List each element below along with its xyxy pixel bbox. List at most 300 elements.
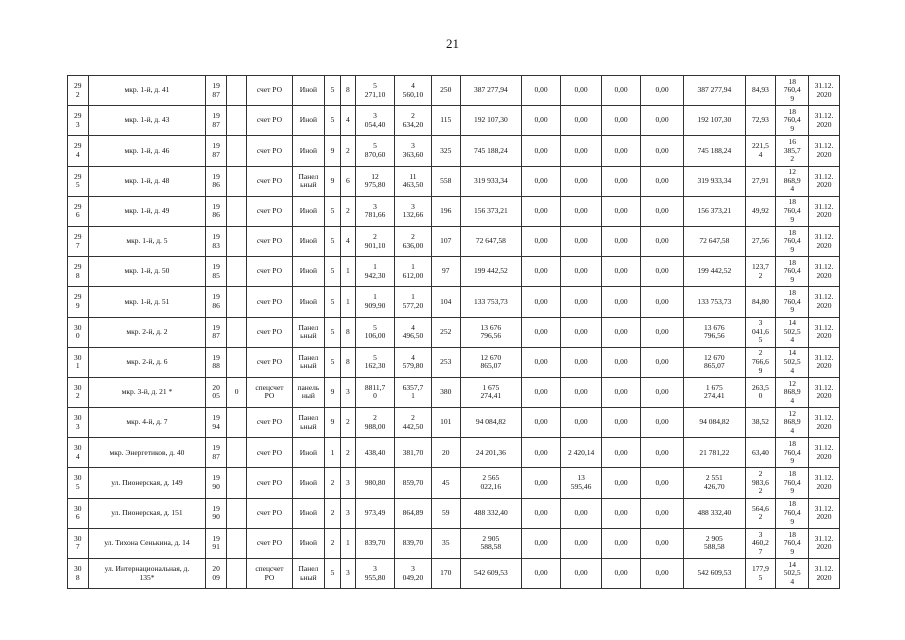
cell-floors: 9 (325, 166, 340, 196)
cell-max-cost-per-sqm: 18 760,4 9 (776, 196, 809, 226)
cell-year-overhaul: 0 (226, 377, 247, 407)
cell-wall-material: Иной (292, 257, 325, 287)
cell-fund-other: 0,00 (641, 317, 684, 347)
cell-wall-material: Иной (292, 106, 325, 136)
cell-fund-federal: 0,00 (522, 377, 561, 407)
cell-year-overhaul (226, 317, 247, 347)
cell-cost-per-sqm: 27,91 (745, 166, 776, 196)
cell-fund-federal: 0,00 (522, 438, 561, 468)
cell-deadline: 31.12. 2020 (809, 347, 840, 377)
cell-fund-federal: 0,00 (522, 166, 561, 196)
cell-fund-method: счет РО (247, 166, 292, 196)
cell-floors: 5 (325, 257, 340, 287)
cell-cost-per-sqm: 84,80 (745, 287, 776, 317)
cell-year-built: 20 09 (206, 559, 227, 589)
cell-fund-other: 0,00 (641, 498, 684, 528)
cell-fund-method: счет РО (247, 136, 292, 166)
table-row (68, 226, 840, 256)
cell-fund-method: счет РО (247, 257, 292, 287)
cell-fund-other: 0,00 (641, 559, 684, 589)
cell-living-area: 864,89 (395, 498, 432, 528)
table-body (68, 76, 840, 589)
table-row (68, 257, 840, 287)
cell-deadline: 31.12. 2020 (809, 196, 840, 226)
cell-entrances: 3 (340, 377, 355, 407)
cell-entrances: 3 (340, 498, 355, 528)
cell-owners-funds: 94 084,82 (684, 408, 746, 438)
cell-row-number: 29 3 (68, 106, 89, 136)
cell-cost-per-sqm: 63,40 (745, 438, 776, 468)
cell-year-built: 19 86 (206, 196, 227, 226)
cell-fund-method: счет РО (247, 287, 292, 317)
cell-total-cost: 488 332,40 (460, 498, 522, 528)
table-row (68, 559, 840, 589)
cell-wall-material: Иной (292, 287, 325, 317)
cell-total-area: 3 054,40 (356, 106, 395, 136)
cell-row-number: 30 7 (68, 528, 89, 558)
cell-fund-method: спецсчет РО (247, 377, 292, 407)
table-row (68, 136, 840, 166)
cell-fund-method: счет РО (247, 408, 292, 438)
cell-fund-other: 0,00 (641, 257, 684, 287)
cell-max-cost-per-sqm: 12 868,9 4 (776, 377, 809, 407)
cell-year-overhaul (226, 136, 247, 166)
cell-residents: 104 (431, 287, 460, 317)
cell-residents: 101 (431, 408, 460, 438)
cell-floors: 5 (325, 347, 340, 377)
cell-year-overhaul (226, 438, 247, 468)
cell-row-number: 30 8 (68, 559, 89, 589)
cell-residents: 107 (431, 226, 460, 256)
cell-fund-regional: 0,00 (561, 287, 602, 317)
cell-year-built: 19 90 (206, 468, 227, 498)
cell-residents: 558 (431, 166, 460, 196)
cell-deadline: 31.12. 2020 (809, 498, 840, 528)
cell-year-built: 19 86 (206, 166, 227, 196)
cell-entrances: 1 (340, 528, 355, 558)
cell-fund-regional: 0,00 (561, 257, 602, 287)
cell-entrances: 4 (340, 226, 355, 256)
cell-wall-material: Панел ьный (292, 166, 325, 196)
table-row (68, 106, 840, 136)
cell-floors: 5 (325, 76, 340, 106)
cell-fund-method: счет РО (247, 438, 292, 468)
cell-year-built: 19 87 (206, 317, 227, 347)
cell-total-area: 1 909,90 (356, 287, 395, 317)
cell-total-cost: 12 670 865,07 (460, 347, 522, 377)
cell-fund-municipal: 0,00 (602, 257, 641, 287)
cell-total-cost: 192 107,30 (460, 106, 522, 136)
cell-max-cost-per-sqm: 14 502,5 4 (776, 347, 809, 377)
cell-owners-funds: 2 551 426,70 (684, 468, 746, 498)
cell-cost-per-sqm: 2 983,6 2 (745, 468, 776, 498)
cell-row-number: 30 4 (68, 438, 89, 468)
cell-total-cost: 24 201,36 (460, 438, 522, 468)
cell-living-area: 4 579,80 (395, 347, 432, 377)
table-row (68, 287, 840, 317)
cell-wall-material: Иной (292, 438, 325, 468)
cell-total-area: 980,80 (356, 468, 395, 498)
cell-fund-regional: 0,00 (561, 347, 602, 377)
cell-year-overhaul (226, 559, 247, 589)
cell-fund-regional: 13 595,46 (561, 468, 602, 498)
cell-fund-regional: 0,00 (561, 498, 602, 528)
table-row (68, 196, 840, 226)
cell-fund-federal: 0,00 (522, 257, 561, 287)
cell-fund-municipal: 0,00 (602, 559, 641, 589)
cell-wall-material: Иной (292, 528, 325, 558)
cell-wall-material: Панел ьный (292, 317, 325, 347)
cell-fund-municipal: 0,00 (602, 347, 641, 377)
cell-fund-regional: 0,00 (561, 226, 602, 256)
cell-fund-regional: 2 420,14 (561, 438, 602, 468)
cell-owners-funds: 488 332,40 (684, 498, 746, 528)
cell-total-area: 5 870,60 (356, 136, 395, 166)
cell-fund-municipal: 0,00 (602, 226, 641, 256)
cell-residents: 250 (431, 76, 460, 106)
cell-cost-per-sqm: 27,56 (745, 226, 776, 256)
cell-address: мкр. 4-й, д. 7 (88, 408, 206, 438)
cell-fund-municipal: 0,00 (602, 528, 641, 558)
cell-fund-municipal: 0,00 (602, 106, 641, 136)
table-row (68, 528, 840, 558)
cell-max-cost-per-sqm: 18 760,4 9 (776, 226, 809, 256)
cell-max-cost-per-sqm: 12 868,9 4 (776, 166, 809, 196)
cell-entrances: 3 (340, 468, 355, 498)
cell-owners-funds: 21 781,22 (684, 438, 746, 468)
cell-total-area: 5 162,30 (356, 347, 395, 377)
cell-wall-material: панель ный (292, 377, 325, 407)
cell-fund-other: 0,00 (641, 166, 684, 196)
cell-address: мкр. 1-й, д. 43 (88, 106, 206, 136)
cell-total-cost: 133 753,73 (460, 287, 522, 317)
cell-row-number: 30 6 (68, 498, 89, 528)
cell-total-cost: 1 675 274,41 (460, 377, 522, 407)
cell-year-overhaul (226, 498, 247, 528)
cell-row-number: 30 3 (68, 408, 89, 438)
cell-fund-other: 0,00 (641, 438, 684, 468)
cell-fund-municipal: 0,00 (602, 408, 641, 438)
cell-fund-federal: 0,00 (522, 136, 561, 166)
cell-fund-regional: 0,00 (561, 166, 602, 196)
cell-address: ул. Интернациональная, д. 135* (88, 559, 206, 589)
cell-fund-other: 0,00 (641, 76, 684, 106)
cell-max-cost-per-sqm: 18 760,4 9 (776, 528, 809, 558)
cell-total-area: 5 271,10 (356, 76, 395, 106)
cell-total-area: 2 901,10 (356, 226, 395, 256)
cell-owners-funds: 12 670 865,07 (684, 347, 746, 377)
cell-year-overhaul (226, 106, 247, 136)
cell-entrances: 8 (340, 76, 355, 106)
cell-fund-federal: 0,00 (522, 347, 561, 377)
cell-deadline: 31.12. 2020 (809, 559, 840, 589)
cell-fund-other: 0,00 (641, 528, 684, 558)
cell-residents: 59 (431, 498, 460, 528)
cell-address: мкр. 1-й, д. 48 (88, 166, 206, 196)
cell-deadline: 31.12. 2020 (809, 377, 840, 407)
cell-total-area: 1 942,30 (356, 257, 395, 287)
table-row (68, 408, 840, 438)
cell-total-area: 8811,7 0 (356, 377, 395, 407)
cell-deadline: 31.12. 2020 (809, 528, 840, 558)
cell-floors: 5 (325, 196, 340, 226)
cell-max-cost-per-sqm: 14 502,5 4 (776, 559, 809, 589)
cell-cost-per-sqm: 49,92 (745, 196, 776, 226)
cell-year-built: 20 05 (206, 377, 227, 407)
cell-fund-regional: 0,00 (561, 377, 602, 407)
cell-entrances: 1 (340, 287, 355, 317)
cell-year-overhaul (226, 257, 247, 287)
cell-living-area: 4 560,10 (395, 76, 432, 106)
cell-max-cost-per-sqm: 18 760,4 9 (776, 438, 809, 468)
cell-residents: 325 (431, 136, 460, 166)
cell-fund-municipal: 0,00 (602, 468, 641, 498)
cell-entrances: 8 (340, 317, 355, 347)
cell-owners-funds: 192 107,30 (684, 106, 746, 136)
cell-floors: 5 (325, 287, 340, 317)
cell-fund-method: счет РО (247, 76, 292, 106)
cell-total-area: 2 988,00 (356, 408, 395, 438)
cell-total-area: 839,70 (356, 528, 395, 558)
cell-floors: 5 (325, 317, 340, 347)
cell-fund-regional: 0,00 (561, 196, 602, 226)
cell-fund-federal: 0,00 (522, 226, 561, 256)
cell-living-area: 1 612,00 (395, 257, 432, 287)
cell-fund-regional: 0,00 (561, 408, 602, 438)
table-row (68, 468, 840, 498)
cell-fund-regional: 0,00 (561, 106, 602, 136)
cell-max-cost-per-sqm: 14 502,5 4 (776, 317, 809, 347)
cell-year-built: 19 91 (206, 528, 227, 558)
cell-living-area: 2 634,20 (395, 106, 432, 136)
cell-address: мкр. 1-й, д. 41 (88, 76, 206, 106)
cell-max-cost-per-sqm: 18 760,4 9 (776, 257, 809, 287)
cell-address: мкр. 1-й, д. 51 (88, 287, 206, 317)
cell-deadline: 31.12. 2020 (809, 106, 840, 136)
cell-fund-other: 0,00 (641, 196, 684, 226)
cell-cost-per-sqm: 263,5 0 (745, 377, 776, 407)
cell-row-number: 29 5 (68, 166, 89, 196)
cell-row-number: 30 0 (68, 317, 89, 347)
cell-address: мкр. 3-й, д. 21 * (88, 377, 206, 407)
cell-max-cost-per-sqm: 18 760,4 9 (776, 498, 809, 528)
cell-floors: 2 (325, 498, 340, 528)
cell-wall-material: Иной (292, 136, 325, 166)
cell-residents: 380 (431, 377, 460, 407)
cell-owners-funds: 156 373,21 (684, 196, 746, 226)
cell-residents: 97 (431, 257, 460, 287)
cell-wall-material: Панел ьный (292, 347, 325, 377)
cell-residents: 196 (431, 196, 460, 226)
cell-address: мкр. 2-й, д. 2 (88, 317, 206, 347)
cell-owners-funds: 13 676 796,56 (684, 317, 746, 347)
cell-address: мкр. Энергетиков, д. 40 (88, 438, 206, 468)
cell-owners-funds: 72 647,58 (684, 226, 746, 256)
cell-wall-material: Иной (292, 76, 325, 106)
cell-fund-method: счет РО (247, 196, 292, 226)
cell-row-number: 30 5 (68, 468, 89, 498)
cell-total-cost: 94 084,82 (460, 408, 522, 438)
cell-address: мкр. 1-й, д. 50 (88, 257, 206, 287)
cell-total-cost: 156 373,21 (460, 196, 522, 226)
cell-entrances: 1 (340, 257, 355, 287)
cell-address: мкр. 1-й, д. 49 (88, 196, 206, 226)
cell-address: ул. Пионерская, д. 151 (88, 498, 206, 528)
cell-fund-regional: 0,00 (561, 317, 602, 347)
cell-address: мкр. 1-й, д. 46 (88, 136, 206, 166)
register-table (67, 75, 840, 589)
cell-living-area: 839,70 (395, 528, 432, 558)
cell-fund-method: спецсчет РО (247, 559, 292, 589)
cell-fund-municipal: 0,00 (602, 76, 641, 106)
cell-address: мкр. 2-й, д. 6 (88, 347, 206, 377)
cell-fund-regional: 0,00 (561, 559, 602, 589)
cell-row-number: 29 8 (68, 257, 89, 287)
cell-fund-other: 0,00 (641, 377, 684, 407)
cell-year-overhaul (226, 196, 247, 226)
cell-residents: 45 (431, 468, 460, 498)
cell-fund-municipal: 0,00 (602, 377, 641, 407)
cell-owners-funds: 387 277,94 (684, 76, 746, 106)
cell-entrances: 6 (340, 166, 355, 196)
cell-owners-funds: 319 933,34 (684, 166, 746, 196)
table-row (68, 498, 840, 528)
cell-fund-other: 0,00 (641, 468, 684, 498)
cell-deadline: 31.12. 2020 (809, 257, 840, 287)
cell-fund-other: 0,00 (641, 106, 684, 136)
cell-deadline: 31.12. 2020 (809, 408, 840, 438)
cell-owners-funds: 2 905 588,58 (684, 528, 746, 558)
cell-floors: 1 (325, 438, 340, 468)
cell-fund-method: счет РО (247, 347, 292, 377)
cell-deadline: 31.12. 2020 (809, 166, 840, 196)
cell-total-cost: 542 609,53 (460, 559, 522, 589)
cell-total-cost: 13 676 796,56 (460, 317, 522, 347)
cell-total-area: 3 955,80 (356, 559, 395, 589)
cell-fund-municipal: 0,00 (602, 317, 641, 347)
cell-entrances: 4 (340, 106, 355, 136)
cell-year-built: 19 88 (206, 347, 227, 377)
cell-year-overhaul (226, 226, 247, 256)
cell-living-area: 11 463,50 (395, 166, 432, 196)
cell-year-built: 19 90 (206, 498, 227, 528)
cell-fund-federal: 0,00 (522, 498, 561, 528)
cell-owners-funds: 745 188,24 (684, 136, 746, 166)
cell-fund-method: счет РО (247, 226, 292, 256)
cell-deadline: 31.12. 2020 (809, 226, 840, 256)
cell-residents: 35 (431, 528, 460, 558)
cell-fund-municipal: 0,00 (602, 287, 641, 317)
cell-year-built: 19 86 (206, 287, 227, 317)
cell-floors: 5 (325, 559, 340, 589)
cell-living-area: 381,70 (395, 438, 432, 468)
cell-wall-material: Иной (292, 498, 325, 528)
cell-max-cost-per-sqm: 12 868,9 4 (776, 408, 809, 438)
cell-total-area: 3 781,66 (356, 196, 395, 226)
cell-total-area: 438,40 (356, 438, 395, 468)
page-number: 21 (446, 36, 459, 51)
cell-cost-per-sqm: 3 041,6 5 (745, 317, 776, 347)
cell-fund-other: 0,00 (641, 347, 684, 377)
cell-year-overhaul (226, 408, 247, 438)
cell-owners-funds: 199 442,52 (684, 257, 746, 287)
cell-fund-federal: 0,00 (522, 528, 561, 558)
cell-floors: 5 (325, 226, 340, 256)
table-row (68, 76, 840, 106)
cell-deadline: 31.12. 2020 (809, 76, 840, 106)
cell-fund-municipal: 0,00 (602, 196, 641, 226)
cell-entrances: 2 (340, 196, 355, 226)
cell-fund-method: счет РО (247, 106, 292, 136)
cell-row-number: 30 1 (68, 347, 89, 377)
cell-year-built: 19 87 (206, 438, 227, 468)
cell-total-area: 5 106,00 (356, 317, 395, 347)
cell-fund-method: счет РО (247, 317, 292, 347)
table-row (68, 347, 840, 377)
cell-deadline: 31.12. 2020 (809, 468, 840, 498)
cell-max-cost-per-sqm: 18 760,4 9 (776, 76, 809, 106)
cell-cost-per-sqm: 3 460,2 7 (745, 528, 776, 558)
cell-floors: 9 (325, 136, 340, 166)
cell-fund-federal: 0,00 (522, 468, 561, 498)
cell-cost-per-sqm: 221,5 4 (745, 136, 776, 166)
cell-fund-federal: 0,00 (522, 76, 561, 106)
cell-year-overhaul (226, 347, 247, 377)
cell-living-area: 3 363,60 (395, 136, 432, 166)
cell-floors: 9 (325, 377, 340, 407)
cell-cost-per-sqm: 2 766,6 9 (745, 347, 776, 377)
cell-fund-municipal: 0,00 (602, 498, 641, 528)
cell-fund-federal: 0,00 (522, 559, 561, 589)
cell-fund-other: 0,00 (641, 408, 684, 438)
cell-living-area: 2 636,00 (395, 226, 432, 256)
cell-living-area: 4 496,50 (395, 317, 432, 347)
cell-cost-per-sqm: 38,52 (745, 408, 776, 438)
cell-fund-other: 0,00 (641, 287, 684, 317)
cell-residents: 20 (431, 438, 460, 468)
cell-total-cost: 745 188,24 (460, 136, 522, 166)
cell-cost-per-sqm: 177,9 5 (745, 559, 776, 589)
cell-address: ул. Пионерская, д. 149 (88, 468, 206, 498)
cell-row-number: 29 2 (68, 76, 89, 106)
cell-row-number: 29 6 (68, 196, 89, 226)
cell-fund-method: счет РО (247, 498, 292, 528)
cell-total-area: 12 975,80 (356, 166, 395, 196)
cell-row-number: 29 7 (68, 226, 89, 256)
cell-year-overhaul (226, 528, 247, 558)
cell-floors: 2 (325, 468, 340, 498)
cell-deadline: 31.12. 2020 (809, 317, 840, 347)
cell-max-cost-per-sqm: 16 385,7 2 (776, 136, 809, 166)
cell-cost-per-sqm: 84,93 (745, 76, 776, 106)
cell-owners-funds: 542 609,53 (684, 559, 746, 589)
cell-total-cost: 2 905 588,58 (460, 528, 522, 558)
cell-cost-per-sqm: 123,7 2 (745, 257, 776, 287)
cell-year-built: 19 87 (206, 76, 227, 106)
cell-fund-federal: 0,00 (522, 408, 561, 438)
cell-total-area: 973,49 (356, 498, 395, 528)
table-row (68, 317, 840, 347)
cell-year-built: 19 94 (206, 408, 227, 438)
cell-fund-municipal: 0,00 (602, 438, 641, 468)
cell-living-area: 1 577,20 (395, 287, 432, 317)
cell-fund-regional: 0,00 (561, 76, 602, 106)
cell-year-built: 19 87 (206, 136, 227, 166)
cell-row-number: 30 2 (68, 377, 89, 407)
cell-residents: 253 (431, 347, 460, 377)
cell-cost-per-sqm: 564,6 2 (745, 498, 776, 528)
cell-entrances: 2 (340, 438, 355, 468)
